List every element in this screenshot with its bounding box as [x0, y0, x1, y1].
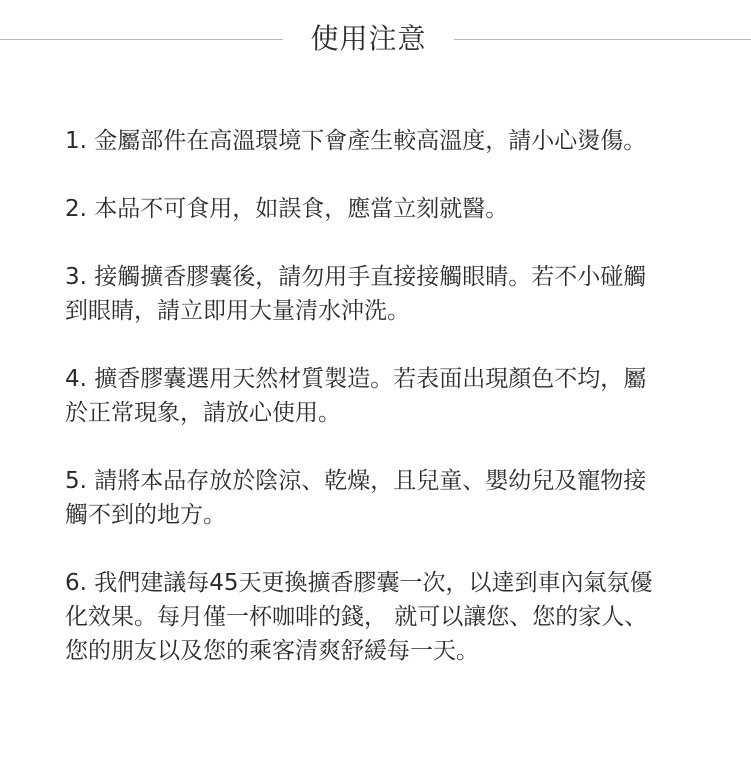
notes-list	[65, 124, 705, 702]
note-item: 2. 本品不可食用，如誤食，應當立刻就醫。	[65, 196, 509, 222]
note-item: 1. 金屬部件在高溫環境下會產生較高溫度，請小心燙傷。	[65, 128, 647, 154]
section-title: 使用注意	[310, 22, 427, 55]
note-item: 5. 請將本品存放於陰涼、乾燥，且兒童、嬰幼兒及寵物接 觸不到的地方。	[65, 468, 647, 528]
header-divider-left	[0, 39, 283, 40]
header-divider-right	[454, 39, 751, 40]
note-item: 3. 接觸擴香膠囊後，請勿用手直接接觸眼睛。若不小碰觸 到眼睛，請立即用大量清水沖洗。	[65, 264, 647, 324]
section-header	[0, 19, 751, 59]
note-item: 6. 我們建議每45天更換擴香膠囊一次，以達到車內氣氛優 化效果。每月僅一杯咖啡的錢， 就可以讓您、您的家人、 您的朋友以及您的乘客清爽舒緩每一天。	[65, 570, 653, 664]
note-item: 4. 擴香膠囊選用天然材質製造。若表面出現顏色不均，屬 於正常現象，請放心使用。	[65, 366, 647, 426]
